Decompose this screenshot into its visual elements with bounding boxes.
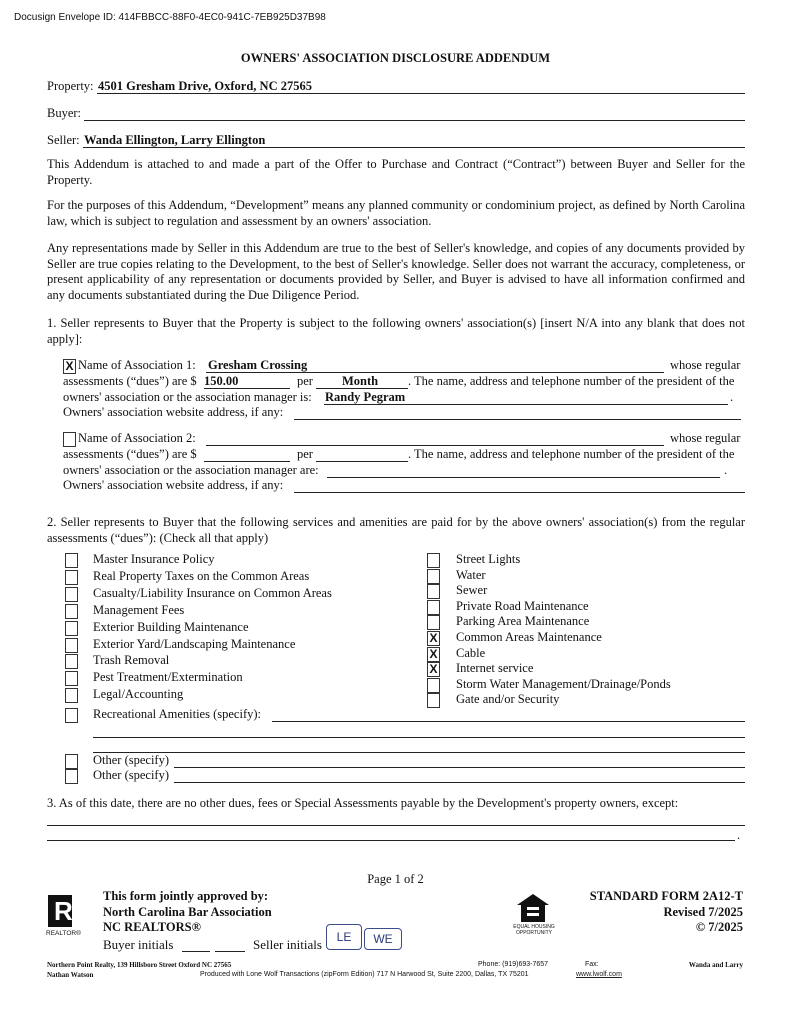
file-name: Wanda and Larry [688, 961, 743, 969]
item-1: 1. Seller represents to Buyer that the Property is subject to the following owners' association(s) [insert N/A into any blank that does not apply]: [47, 316, 745, 346]
buyer-label: Buyer: [47, 106, 82, 120]
assoc2-checkbox[interactable] [63, 432, 76, 447]
service-label: Legal/Accounting [93, 687, 184, 702]
assoc1-website-label: Owners' association website address, if any: [63, 405, 284, 419]
assoc1-per: per [297, 374, 313, 388]
service-label: Common Areas Maintenance [456, 630, 602, 644]
service-checkbox[interactable] [65, 570, 78, 585]
assoc1-website-field[interactable] [294, 419, 741, 420]
equal-housing-icon [516, 893, 550, 923]
service-label: Exterior Building Maintenance [93, 619, 249, 634]
equal-housing-text: EQUAL HOUSING OPPORTUNITY [513, 924, 555, 936]
page-number: Page 1 of 2 [367, 872, 424, 886]
service-label: Master Insurance Policy [93, 552, 215, 566]
service-label: Parking Area Maintenance [456, 614, 590, 629]
other1-label: Other (specify) [93, 753, 170, 767]
service-checkbox[interactable] [427, 600, 440, 615]
other2-label: Other (specify) [93, 768, 170, 782]
paragraph-intro: This Addendum is attached to and made a part of the Offer to Purchase and Contract (“Contract”) between Buyer and Seller for the Property. [47, 157, 745, 187]
service-label: Water [456, 567, 486, 582]
assoc1-checkbox[interactable]: X [63, 359, 76, 374]
assoc2-period-field[interactable] [316, 461, 408, 462]
item-2: 2. Seller represents to Buyer that the following services and amenities are paid for by the above owners' association(s) from the regular assessments (“dues”): (Check all that apply) [47, 515, 745, 545]
item-3: 3. As of this date, there are no other dues, fees or Special Assessments payable by the Development's property owners, except: [47, 796, 679, 810]
assoc2-dues-label: assessments (“dues”) are $ [63, 447, 197, 461]
paragraph-development: For the purposes of this Addendum, “Development” means any planned community or condominium project, as defined by North Carolina law, which is subject to regulation and assessment by an owners' association. [47, 198, 745, 228]
service-checkbox[interactable] [65, 638, 78, 653]
service-checkbox[interactable] [427, 584, 440, 599]
assoc2-manager-label: owners' association or the association manager are: [63, 463, 319, 477]
other1-field[interactable] [174, 767, 745, 768]
service-label: Pest Treatment/Extermination [93, 670, 243, 685]
assoc1-whose: whose regular [670, 358, 741, 372]
service-label: Street Lights [456, 552, 521, 566]
recreational-label: Recreational Amenities (specify): [93, 707, 261, 721]
fax: Fax: [585, 961, 599, 968]
service-label: Real Property Taxes on the Common Areas [93, 568, 310, 583]
assoc2-per: per [297, 447, 313, 461]
assoc2-manager-field[interactable] [327, 477, 720, 478]
service-label: Management Fees [93, 602, 185, 617]
produced-with: Produced with Lone Wolf Transactions (zipForm Edition) 717 N Harwood St, Suite 2200, Dallas, TX 75201 [200, 971, 529, 978]
form-number: STANDARD FORM 2A12-T [589, 889, 743, 903]
assoc1-president-text: . The name, address and telephone number of the president of the [408, 374, 735, 388]
service-label: Gate and/or Security [456, 692, 560, 707]
service-checkbox[interactable] [427, 569, 440, 584]
page-title: OWNERS' ASSOCIATION DISCLOSURE ADDENDUM [240, 51, 551, 65]
recreational-checkbox[interactable] [65, 708, 78, 723]
service-label: Exterior Yard/Landscaping Maintenance [93, 636, 296, 651]
service-checkbox[interactable] [65, 553, 78, 568]
realtor-logo-icon: R [48, 895, 72, 927]
other2-field[interactable] [174, 782, 745, 783]
assoc2-website-field[interactable] [294, 492, 745, 493]
lwolf-link[interactable]: www.lwolf.com [576, 971, 622, 978]
seller-initials-label: Seller initials [253, 937, 322, 952]
assoc1-period-field[interactable]: Month [342, 374, 379, 388]
service-checkbox[interactable] [427, 615, 440, 630]
seller-initials-1[interactable]: LE [326, 924, 362, 950]
service-checkbox[interactable] [65, 587, 78, 602]
assoc2-label: Name of Association 2: [78, 431, 196, 445]
broker-info: Northern Point Realty, 139 Hillsboro Street Oxford NC 27565 [47, 961, 232, 969]
service-checkbox[interactable] [427, 693, 440, 708]
service-checkbox[interactable] [427, 678, 440, 693]
service-checkbox[interactable] [427, 553, 440, 568]
assoc2-president-text: . The name, address and telephone number of the president of the [408, 447, 735, 461]
service-checkbox[interactable]: X [427, 662, 440, 677]
assoc1-manager-label: owners' association or the association manager is: [63, 390, 312, 404]
service-checkbox[interactable] [65, 604, 78, 619]
service-checkbox[interactable] [65, 688, 78, 703]
service-label: Private Road Maintenance [456, 598, 589, 613]
nc-realtors: NC REALTORS® [103, 920, 201, 934]
assoc2-dues-field[interactable] [204, 461, 290, 462]
assoc1-dues-field[interactable]: 150.00 [204, 374, 239, 388]
service-label: Cable [456, 645, 486, 660]
other2-checkbox[interactable] [65, 769, 78, 784]
service-checkbox[interactable] [65, 621, 78, 636]
assoc2-website-label: Owners' association website address, if any: [63, 478, 284, 492]
buyer-initials-label: Buyer initials [103, 937, 174, 952]
buyer-initials-2[interactable] [215, 951, 245, 952]
copyright: © 7/2025 [695, 920, 743, 934]
assoc2-name-field[interactable] [206, 445, 664, 446]
assoc1-label: Name of Association 1: [78, 358, 196, 372]
assoc1-name-field[interactable]: Gresham Crossing [208, 358, 308, 372]
recreational-field[interactable] [272, 721, 745, 722]
service-checkbox[interactable] [65, 654, 78, 669]
seller-field[interactable]: Wanda Ellington, Larry Ellington [84, 133, 266, 147]
approved-by: This form jointly approved by: [103, 889, 269, 903]
property-field[interactable]: 4501 Gresham Drive, Oxford, NC 27565 [98, 79, 312, 93]
service-label: Trash Removal [93, 653, 170, 668]
other1-checkbox[interactable] [65, 754, 78, 769]
buyer-field[interactable] [84, 120, 745, 121]
document-page: Docusign Envelope ID: 414FBBCC-88F0-4EC0-941C-7EB925D37B98 OWNERS' ASSOCIATION DISCLOSURE ADDENDUM Property: 4501 Gresham Drive, Oxford, NC 27565 Buyer: Seller: Wanda Ellington, Larry Ellington This Addendum is attached to and made a part of the Offer to Purchase and Contract (“Contract”) between Buyer and Seller for the Property. For the purposes of this Addendum, “Development” means any planned community or condominium project, as defined by North Carolina law, which is subject to regulation and assessment by an owners' association. Any representations made by Seller in this Addendum are true to the best of Seller's knowledge, and copies of any documents provided by Seller are true copies relating to the Development, to the best of Seller's knowledge. Seller does not warrant the accuracy, completeness, or present applicability of any representation or documents provided by Seller, and Buyer is advised to have all information confirmed and any documents substantiated during the Due Diligence Period. 1. Seller represents to Buyer that the Property is subject to the following owners' association(s) [insert N/A into any blank that does not apply]: X Name of Association 1: Gresham Crossing whose regular assessments (“dues”) are $ 150.00 per Month . The name, address and telephone number of the president of the owners' association or the association manager is: Randy Pegram . Owners' association website address, if any: Name of Association 2: whose regular assessments (“dues”) are $ per . The name, address and telephone number of the president of the owners' association or the association manager are: . Owners' association website address, if any: 2. Seller represents to Buyer that the following services and amenities are paid for by the above owners' association(s) from the regular assessments (“dues”): (Check all that apply) Master Insurance Policy Real Property Taxes on the Common Areas Casualty/Liability Insurance on Common Areas Management Fees Exterior Building Maintenance Exterior Yard/Landscaping Maintenance Trash Removal Pest Treatment/Extermination Legal/Accounting Street Lights Water Sewer Private Road Maintenance Parking Area Maintenance X Common Areas Maintenance X Cable X Internet service Storm Water Management/Drainage/Ponds Gate and/or Security Recreational Amenities (specify): Other (specify) Other (specify) 3. As of this date, there are no other dues, fees or Special Assessments payable by the Development's property owners, except: . Page 1 of 2 R REALTOR® This form jointly approved by: North Carolina Bar Association NC REALTORS® Buyer initials Seller initials LE WE EQUAL HOUSING OPPORTUNITY STANDARD FORM 2A12-T Revised 7/2025 © 7/2025 Northern Point Realty, 139 Hillsboro Street Oxford NC 27565 Nathan Watson Phone: (919)693-7657 Fax: Wanda and Larry Produced with Lone Wolf Transactions (zipForm Edition) 717 N Harwood St, Suite 2200, Dallas, TX 75201 www.lwolf.com [0, 0, 791, 1024]
paragraph-representations: Any representations made by Seller in this Addendum are true to the best of Seller's knowledge, and copies of any documents provided by Seller are true copies relating to the Development, to the best of Seller's knowledge. Seller does not warrant the accuracy, completeness, or present applicability of any representation or documents provided by Seller, and Buyer is advised to have all information confirmed and any documents substantiated during the Due Diligence Period. [47, 241, 745, 302]
buyer-initials-1[interactable] [182, 951, 210, 952]
seller-label: Seller: [47, 133, 80, 147]
service-checkbox[interactable]: X [427, 647, 440, 662]
service-label: Storm Water Management/Drainage/Ponds [456, 676, 671, 691]
property-label: Property: [47, 79, 94, 93]
service-label: Sewer [456, 583, 488, 598]
seller-initials-2[interactable]: WE [364, 928, 402, 950]
service-label: Casualty/Liability Insurance on Common Areas [93, 585, 332, 600]
agent-name: Nathan Watson [47, 971, 94, 979]
revised-date: Revised 7/2025 [663, 905, 743, 919]
assoc1-manager-field[interactable]: Randy Pegram [325, 390, 406, 404]
assoc1-dues-label: assessments (“dues”) are $ [63, 374, 197, 388]
nc-bar: North Carolina Bar Association [103, 905, 272, 919]
service-checkbox[interactable]: X [427, 631, 440, 646]
exceptions-field[interactable] [47, 825, 745, 826]
realtor-logo-text: REALTOR® [46, 930, 81, 937]
phone: Phone: (919)693-7657 [478, 961, 549, 968]
envelope-id: Docusign Envelope ID: 414FBBCC-88F0-4EC0-941C-7EB925D37B98 [14, 12, 326, 23]
assoc2-whose: whose regular [670, 431, 741, 445]
service-checkbox[interactable] [65, 671, 78, 686]
service-label: Internet service [456, 661, 534, 676]
